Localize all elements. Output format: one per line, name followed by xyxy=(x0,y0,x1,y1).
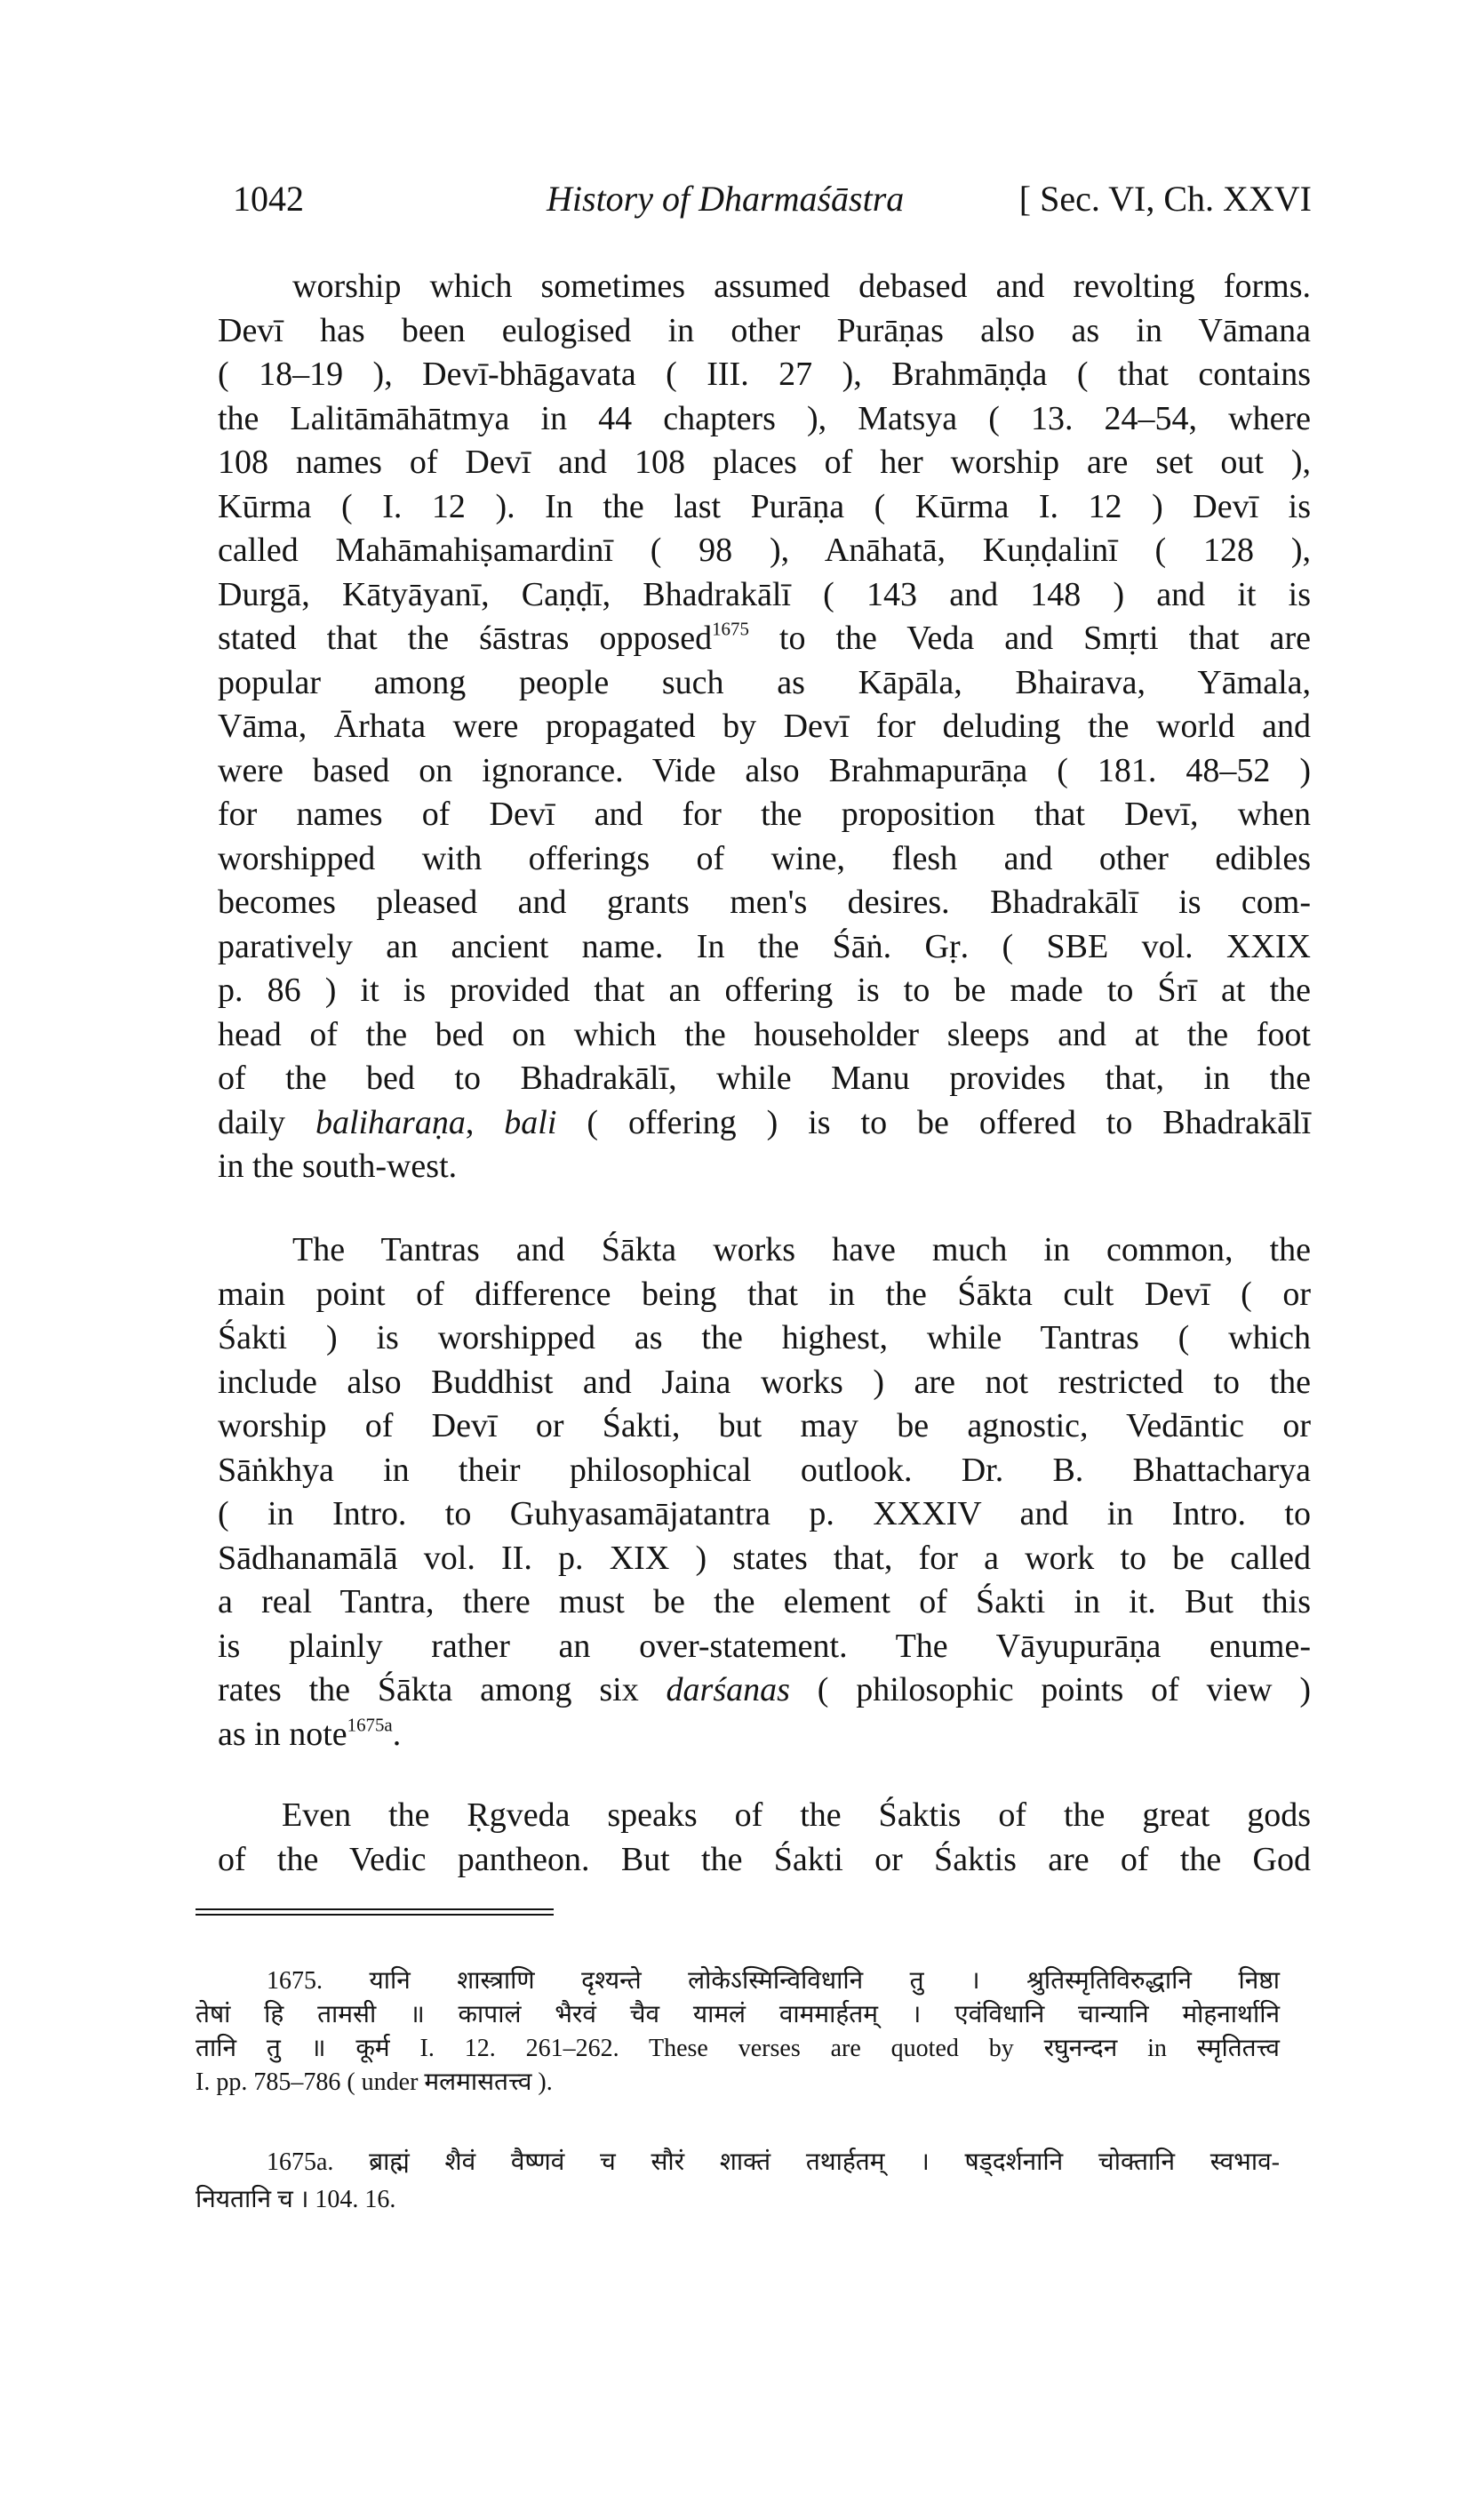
text-run: in the south-west. xyxy=(218,1148,458,1185)
text-run: ( 18–19 ), Devī-bhāgavata ( III. 27 ), Brahmāṇḍa ( that contains xyxy=(218,356,1311,393)
footnote-1675 xyxy=(196,1964,1280,2100)
text-run: is plainly rather an over-statement. The Vāyupurāṇa enume- xyxy=(218,1627,1311,1665)
text-run: Devī has been eulogised in other Purāṇas also as in Vāmana xyxy=(218,311,1311,349)
text-line xyxy=(218,309,1311,354)
text-line xyxy=(196,2144,1280,2181)
paragraph-3 xyxy=(218,1794,1311,1882)
text-line xyxy=(218,925,1311,970)
text-line xyxy=(218,661,1311,706)
text-line xyxy=(218,1013,1311,1058)
text-line xyxy=(196,1998,1280,2032)
text-line xyxy=(218,1316,1311,1361)
text-run: popular among people such as Kāpāla, Bhairava, Yāmala, xyxy=(218,663,1311,701)
text-line xyxy=(218,397,1311,442)
text-line xyxy=(218,1492,1311,1537)
text-run: नियतानि च । 104. 16. xyxy=(196,2186,396,2213)
text-line xyxy=(218,265,1311,309)
text-line xyxy=(196,2181,1280,2219)
text-line xyxy=(218,1361,1311,1405)
text-run: Kūrma ( I. 12 ). In the last Purāṇa ( Kūrma I. 12 ) Devī is xyxy=(218,487,1311,525)
text-run: , xyxy=(465,1103,505,1141)
footnote-separator-rule xyxy=(196,1908,554,1916)
text-line xyxy=(196,2066,1280,2100)
text-run: to the Veda and Smṛti that are xyxy=(748,620,1312,657)
text-run: paratively an ancient name. In the Śāṅ. Gṛ. ( SBE vol. XXIX xyxy=(218,927,1311,965)
text-run: Sāṅkhya in their philosophical outlook. Dr. B. Bhattacharya xyxy=(218,1451,1311,1489)
text-line xyxy=(218,1537,1311,1581)
text-line xyxy=(196,2032,1280,2066)
book-title: History of Dharmaśāstra xyxy=(547,179,905,219)
text-run: p. 86 ) it is provided that an offering is to be made to Śrī at the xyxy=(218,972,1311,1009)
text-run: the Lalitāmāhātmya in 44 chapters ), Matsya ( 13. 24–54, where xyxy=(218,399,1311,437)
text-line xyxy=(218,529,1311,573)
text-run: rates the Śākta among six xyxy=(218,1671,667,1708)
text-line xyxy=(218,1713,1311,1757)
text-line xyxy=(218,485,1311,530)
text-run: worshipped with offerings of wine, flesh and other edibles xyxy=(218,839,1311,877)
text-run: . xyxy=(392,1715,402,1753)
text-run: तानि तु ॥ कूर्म I. 12. 261–262. These verses are quoted by रघुनन्दन in स्मृतितत्त्व xyxy=(196,2035,1280,2062)
text-line xyxy=(218,837,1311,882)
text-run: ( philosophic points of view ) xyxy=(789,1671,1312,1708)
text-line xyxy=(218,705,1311,749)
text-line xyxy=(218,1273,1311,1317)
text-line xyxy=(218,1838,1311,1883)
text-run: 1675. यानि शास्त्राणि दृश्यन्ते लोकेऽस्मिन्विविधानि तु । श्रुतिस्मृतिविरुद्धानि निष्ठा xyxy=(267,1967,1280,1995)
text-run: Durgā, Kātyāyanī, Caṇḍī, Bhadrakālī ( 143 and 148 ) and it is xyxy=(218,575,1311,613)
text-line xyxy=(218,749,1311,794)
text-run: ( in Intro. to Guhyasamājatantra p. XXXIV and in Intro. to xyxy=(218,1495,1311,1532)
text-run: of the Vedic pantheon. But the Śakti or Śaktis are of the God xyxy=(218,1840,1311,1878)
text-run: of the bed to Bhadrakālī, while Manu provides that, in the xyxy=(218,1060,1311,1097)
text-run: daily xyxy=(218,1103,315,1141)
text-run: for names of Devī and for the proposition that Devī, when xyxy=(218,796,1311,833)
text-run: a real Tantra, there must be the element of Śakti in it. But this xyxy=(218,1583,1311,1620)
text-line xyxy=(218,573,1311,618)
paragraph-1 xyxy=(218,265,1311,1189)
text-run: 108 names of Devī and 108 places of her worship are set out ), xyxy=(218,444,1311,481)
italic-term: bali xyxy=(504,1103,557,1141)
footnote-reference: 1675 xyxy=(712,618,749,640)
text-run: worship which sometimes assumed debased and revolting forms. xyxy=(292,268,1311,305)
footnote-reference: 1675a xyxy=(347,1713,393,1735)
text-run: stated that the śāstras opposed xyxy=(218,620,713,657)
section-chapter: [ Sec. VI, Ch. XXVI xyxy=(1018,179,1312,219)
text-line xyxy=(218,1625,1311,1669)
text-run: Śakti ) is worshipped as the highest, while Tantras ( which xyxy=(218,1319,1311,1356)
text-run: as in note xyxy=(218,1715,347,1753)
text-line xyxy=(218,1580,1311,1625)
text-run: I. pp. 785–786 ( under मलमासतत्त्व ). xyxy=(196,2068,553,2096)
text-line xyxy=(196,1964,1280,1998)
text-run: called Mahāmahiṣamardinī ( 98 ), Anāhatā, Kuṇḍalinī ( 128 ), xyxy=(218,532,1311,569)
text-line xyxy=(218,441,1311,485)
text-run: Sādhanamālā vol. II. p. XIX ) states that, for a work to be called xyxy=(218,1539,1311,1577)
text-run: तेषां हि तामसी ॥ कापालं भैरवं चैव यामलं वाममार्हतम् । एवंविधानि चान्यानि मोहनार्थानि xyxy=(196,2001,1280,2028)
text-run: The Tantras and Śākta works have much in common, the xyxy=(292,1231,1311,1268)
text-run: Even the Ṛgveda speaks of the Śaktis of the great gods xyxy=(282,1796,1311,1834)
text-line xyxy=(218,1228,1311,1273)
text-run: Vāma, Ārhata were propagated by Devī for deluding the world and xyxy=(218,708,1311,745)
text-line xyxy=(218,617,1311,661)
text-run: becomes pleased and grants men's desires. Bhadrakālī is com- xyxy=(218,884,1311,921)
italic-term: darśanas xyxy=(666,1671,790,1708)
text-line xyxy=(218,881,1311,925)
text-line xyxy=(218,353,1311,397)
paragraph-2 xyxy=(218,1228,1311,1756)
text-run: include also Buddhist and Jaina works ) are not restricted to the xyxy=(218,1363,1311,1401)
text-line xyxy=(218,1145,1311,1189)
text-line xyxy=(218,969,1311,1013)
text-line xyxy=(218,1101,1311,1146)
text-line xyxy=(218,1404,1311,1449)
text-line xyxy=(218,1794,1311,1838)
running-head xyxy=(233,176,1312,222)
text-line xyxy=(218,1057,1311,1101)
text-line xyxy=(218,1668,1311,1713)
text-line xyxy=(218,793,1311,837)
footnote-1675a xyxy=(196,2144,1280,2219)
text-run: main point of difference being that in the Śākta cult Devī ( or xyxy=(218,1275,1311,1313)
text-run: 1675a. ब्राह्मं शैवं वैष्णवं च सौरं शाक्तं तथार्हतम् । षड्दर्शनानि चोक्तानि स्वभाव- xyxy=(267,2148,1280,2176)
text-run: head of the bed on which the householder sleeps and at the foot xyxy=(218,1015,1311,1053)
text-run: were based on ignorance. Vide also Brahmapurāṇa ( 181. 48–52 ) xyxy=(218,751,1311,789)
text-run: ( offering ) is to be offered to Bhadrakālī xyxy=(556,1103,1312,1141)
text-run: worship of Devī or Śakti, but may be agnostic, Vedāntic or xyxy=(218,1407,1311,1444)
page-number: 1042 xyxy=(233,179,304,219)
italic-term: baliharaṇa xyxy=(315,1103,466,1141)
text-line xyxy=(218,1449,1311,1493)
